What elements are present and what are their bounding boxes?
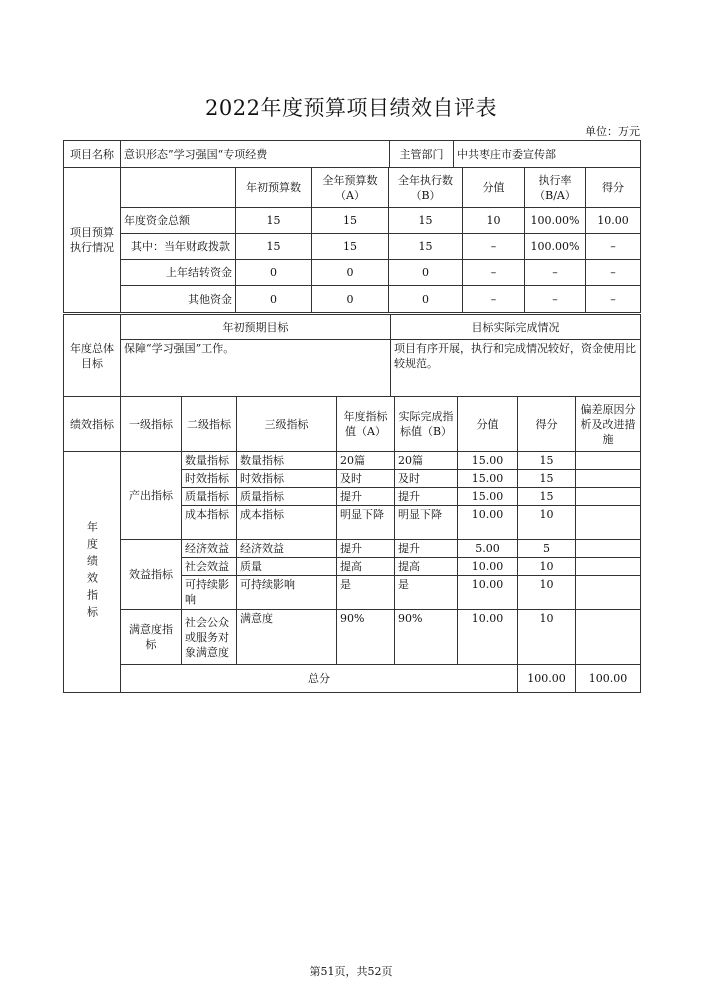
- perf-score-value: 15.00: [458, 488, 518, 506]
- perf-header-level3: 三级指标: [237, 397, 337, 452]
- goals-actual-text: 项目有序开展，执行和完成情况较好，资金使用比较规范。: [391, 340, 641, 397]
- perf-header-indicator: 绩效指标: [64, 397, 121, 452]
- perf-actual: 是: [395, 576, 458, 610]
- perf-level1: 产出指标: [121, 452, 182, 540]
- total-score-value: 100.00: [518, 665, 576, 693]
- perf-side-label: 年度绩效指标: [64, 452, 121, 693]
- perf-target: 是: [337, 576, 395, 610]
- perf-level2: 可持续影响: [182, 576, 237, 610]
- budget-header-score-value: 分值: [463, 168, 525, 208]
- budget-row-label: 上年结转资金: [121, 260, 236, 286]
- project-name: 意识形态”学习强国“专项经费: [121, 141, 390, 168]
- perf-target: 提升: [337, 540, 395, 558]
- perf-note: [576, 540, 641, 558]
- perf-target: 20篇: [337, 452, 395, 470]
- budget-row-initial: 0: [236, 286, 312, 313]
- perf-level3: 满意度: [237, 610, 337, 665]
- self-evaluation-table: [63, 140, 641, 168]
- perf-header-level2: 二级指标: [182, 397, 237, 452]
- goals-section-label: 年度总体目标: [64, 315, 121, 397]
- perf-level2: 时效指标: [182, 470, 237, 488]
- perf-score-value: 5.00: [458, 540, 518, 558]
- perf-score: 5: [518, 540, 576, 558]
- perf-note: [576, 488, 641, 506]
- perf-target: 90%: [337, 610, 395, 665]
- perf-actual: 90%: [395, 610, 458, 665]
- budget-row-executed: 15: [389, 208, 463, 234]
- perf-level3: 时效指标: [237, 470, 337, 488]
- budget-row-annual: 15: [312, 208, 389, 234]
- budget-row-initial: 15: [236, 234, 312, 260]
- budget-header-executed: 全年执行数（B）: [389, 168, 463, 208]
- budget-row-label: 其中：当年财政拨款: [121, 234, 236, 260]
- budget-row-rate: 100.00%: [525, 208, 586, 234]
- perf-score: 15: [518, 488, 576, 506]
- perf-level3: 数量指标: [237, 452, 337, 470]
- total-label: 总分: [121, 665, 518, 693]
- unit-label: 单位：万元: [585, 125, 640, 138]
- perf-actual: 明显下降: [395, 506, 458, 540]
- perf-score: 10: [518, 576, 576, 610]
- budget-row-score: 10.00: [586, 208, 641, 234]
- budget-row-executed: 0: [389, 286, 463, 313]
- perf-actual: 提高: [395, 558, 458, 576]
- budget-row-score: –: [586, 234, 641, 260]
- perf-level2: 社会效益: [182, 558, 237, 576]
- perf-note: [576, 576, 641, 610]
- budget-row-score-value: 10: [463, 208, 525, 234]
- goals-expected-text: 保障“学习强国”工作。: [121, 340, 391, 397]
- perf-score: 10: [518, 610, 576, 665]
- perf-actual: 提升: [395, 540, 458, 558]
- budget-row-annual: 15: [312, 234, 389, 260]
- perf-score: 15: [518, 452, 576, 470]
- perf-level3: 质量指标: [237, 488, 337, 506]
- budget-row-score: –: [586, 260, 641, 286]
- budget-header-blank: [121, 168, 236, 208]
- budget-row-label: 年度资金总额: [121, 208, 236, 234]
- budget-row-rate: 100.00%: [525, 234, 586, 260]
- perf-score-value: 10.00: [458, 576, 518, 610]
- budget-row-rate: –: [525, 260, 586, 286]
- perf-score: 10: [518, 558, 576, 576]
- budget-row-score-value: –: [463, 286, 525, 313]
- budget-row-annual: 0: [312, 286, 389, 313]
- perf-target: 提升: [337, 488, 395, 506]
- indicators-table: [63, 396, 641, 693]
- perf-score-value: 15.00: [458, 470, 518, 488]
- budget-row-score-value: –: [463, 234, 525, 260]
- perf-actual: 20篇: [395, 452, 458, 470]
- budget-row-executed: 15: [389, 234, 463, 260]
- perf-note: [576, 558, 641, 576]
- perf-score: 15: [518, 470, 576, 488]
- budget-row-annual: 0: [312, 260, 389, 286]
- perf-target: 及时: [337, 470, 395, 488]
- perf-actual: 及时: [395, 470, 458, 488]
- perf-score: 10: [518, 506, 576, 540]
- perf-level3: 经济效益: [237, 540, 337, 558]
- perf-level3: 质量: [237, 558, 337, 576]
- perf-score-value: 15.00: [458, 452, 518, 470]
- dept-label: 主管部门: [390, 141, 454, 168]
- budget-row-label: 其他资金: [121, 286, 236, 313]
- perf-note: [576, 610, 641, 665]
- budget-row-score-value: –: [463, 260, 525, 286]
- perf-level1: 效益指标: [121, 540, 182, 610]
- perf-score-value: 10.00: [458, 610, 518, 665]
- perf-actual: 提升: [395, 488, 458, 506]
- budget-row-initial: 0: [236, 260, 312, 286]
- perf-level2: 数量指标: [182, 452, 237, 470]
- perf-level2: 成本指标: [182, 506, 237, 540]
- goals-table: [63, 314, 641, 397]
- budget-row-rate: –: [525, 286, 586, 313]
- budget-header-annual: 全年预算数（A）: [312, 168, 389, 208]
- perf-note: [576, 470, 641, 488]
- perf-header-target: 年度指标值（A）: [337, 397, 395, 452]
- total-score: 100.00: [576, 665, 641, 693]
- budget-section-label: 项目预算执行情况: [64, 168, 121, 313]
- perf-header-actual: 实际完成指标值（B）: [395, 397, 458, 452]
- perf-header-note: 偏差原因分析及改进措施: [576, 397, 641, 452]
- budget-row-score: –: [586, 286, 641, 313]
- perf-level2: 经济效益: [182, 540, 237, 558]
- page-title: 2022年度预算项目绩效自评表: [205, 96, 497, 120]
- budget-header-score: 得分: [586, 168, 641, 208]
- perf-level3: 成本指标: [237, 506, 337, 540]
- perf-score-value: 10.00: [458, 558, 518, 576]
- perf-level2: 质量指标: [182, 488, 237, 506]
- budget-header-rate: 执行率（B/A）: [525, 168, 586, 208]
- perf-note: [576, 452, 641, 470]
- perf-score-value: 10.00: [458, 506, 518, 540]
- perf-header-score-value: 分值: [458, 397, 518, 452]
- perf-note: [576, 506, 641, 540]
- budget-row-initial: 15: [236, 208, 312, 234]
- budget-row-executed: 0: [389, 260, 463, 286]
- dept-name: 中共枣庄市委宣传部: [454, 141, 641, 168]
- perf-level1: 满意度指标: [121, 610, 182, 665]
- budget-header-initial: 年初预算数: [236, 168, 312, 208]
- perf-header-level1: 一级指标: [121, 397, 182, 452]
- perf-target: 明显下降: [337, 506, 395, 540]
- project-name-label: 项目名称: [64, 141, 121, 168]
- perf-header-score: 得分: [518, 397, 576, 452]
- goals-actual-header: 目标实际完成情况: [391, 315, 641, 340]
- perf-level3: 可持续影响: [237, 576, 337, 610]
- budget-table: [63, 167, 641, 313]
- goals-expected-header: 年初预期目标: [121, 315, 391, 340]
- perf-target: 提高: [337, 558, 395, 576]
- perf-level2: 社会公众或服务对象满意度: [182, 610, 237, 665]
- page-footer: 第51页，共52页: [309, 965, 393, 978]
